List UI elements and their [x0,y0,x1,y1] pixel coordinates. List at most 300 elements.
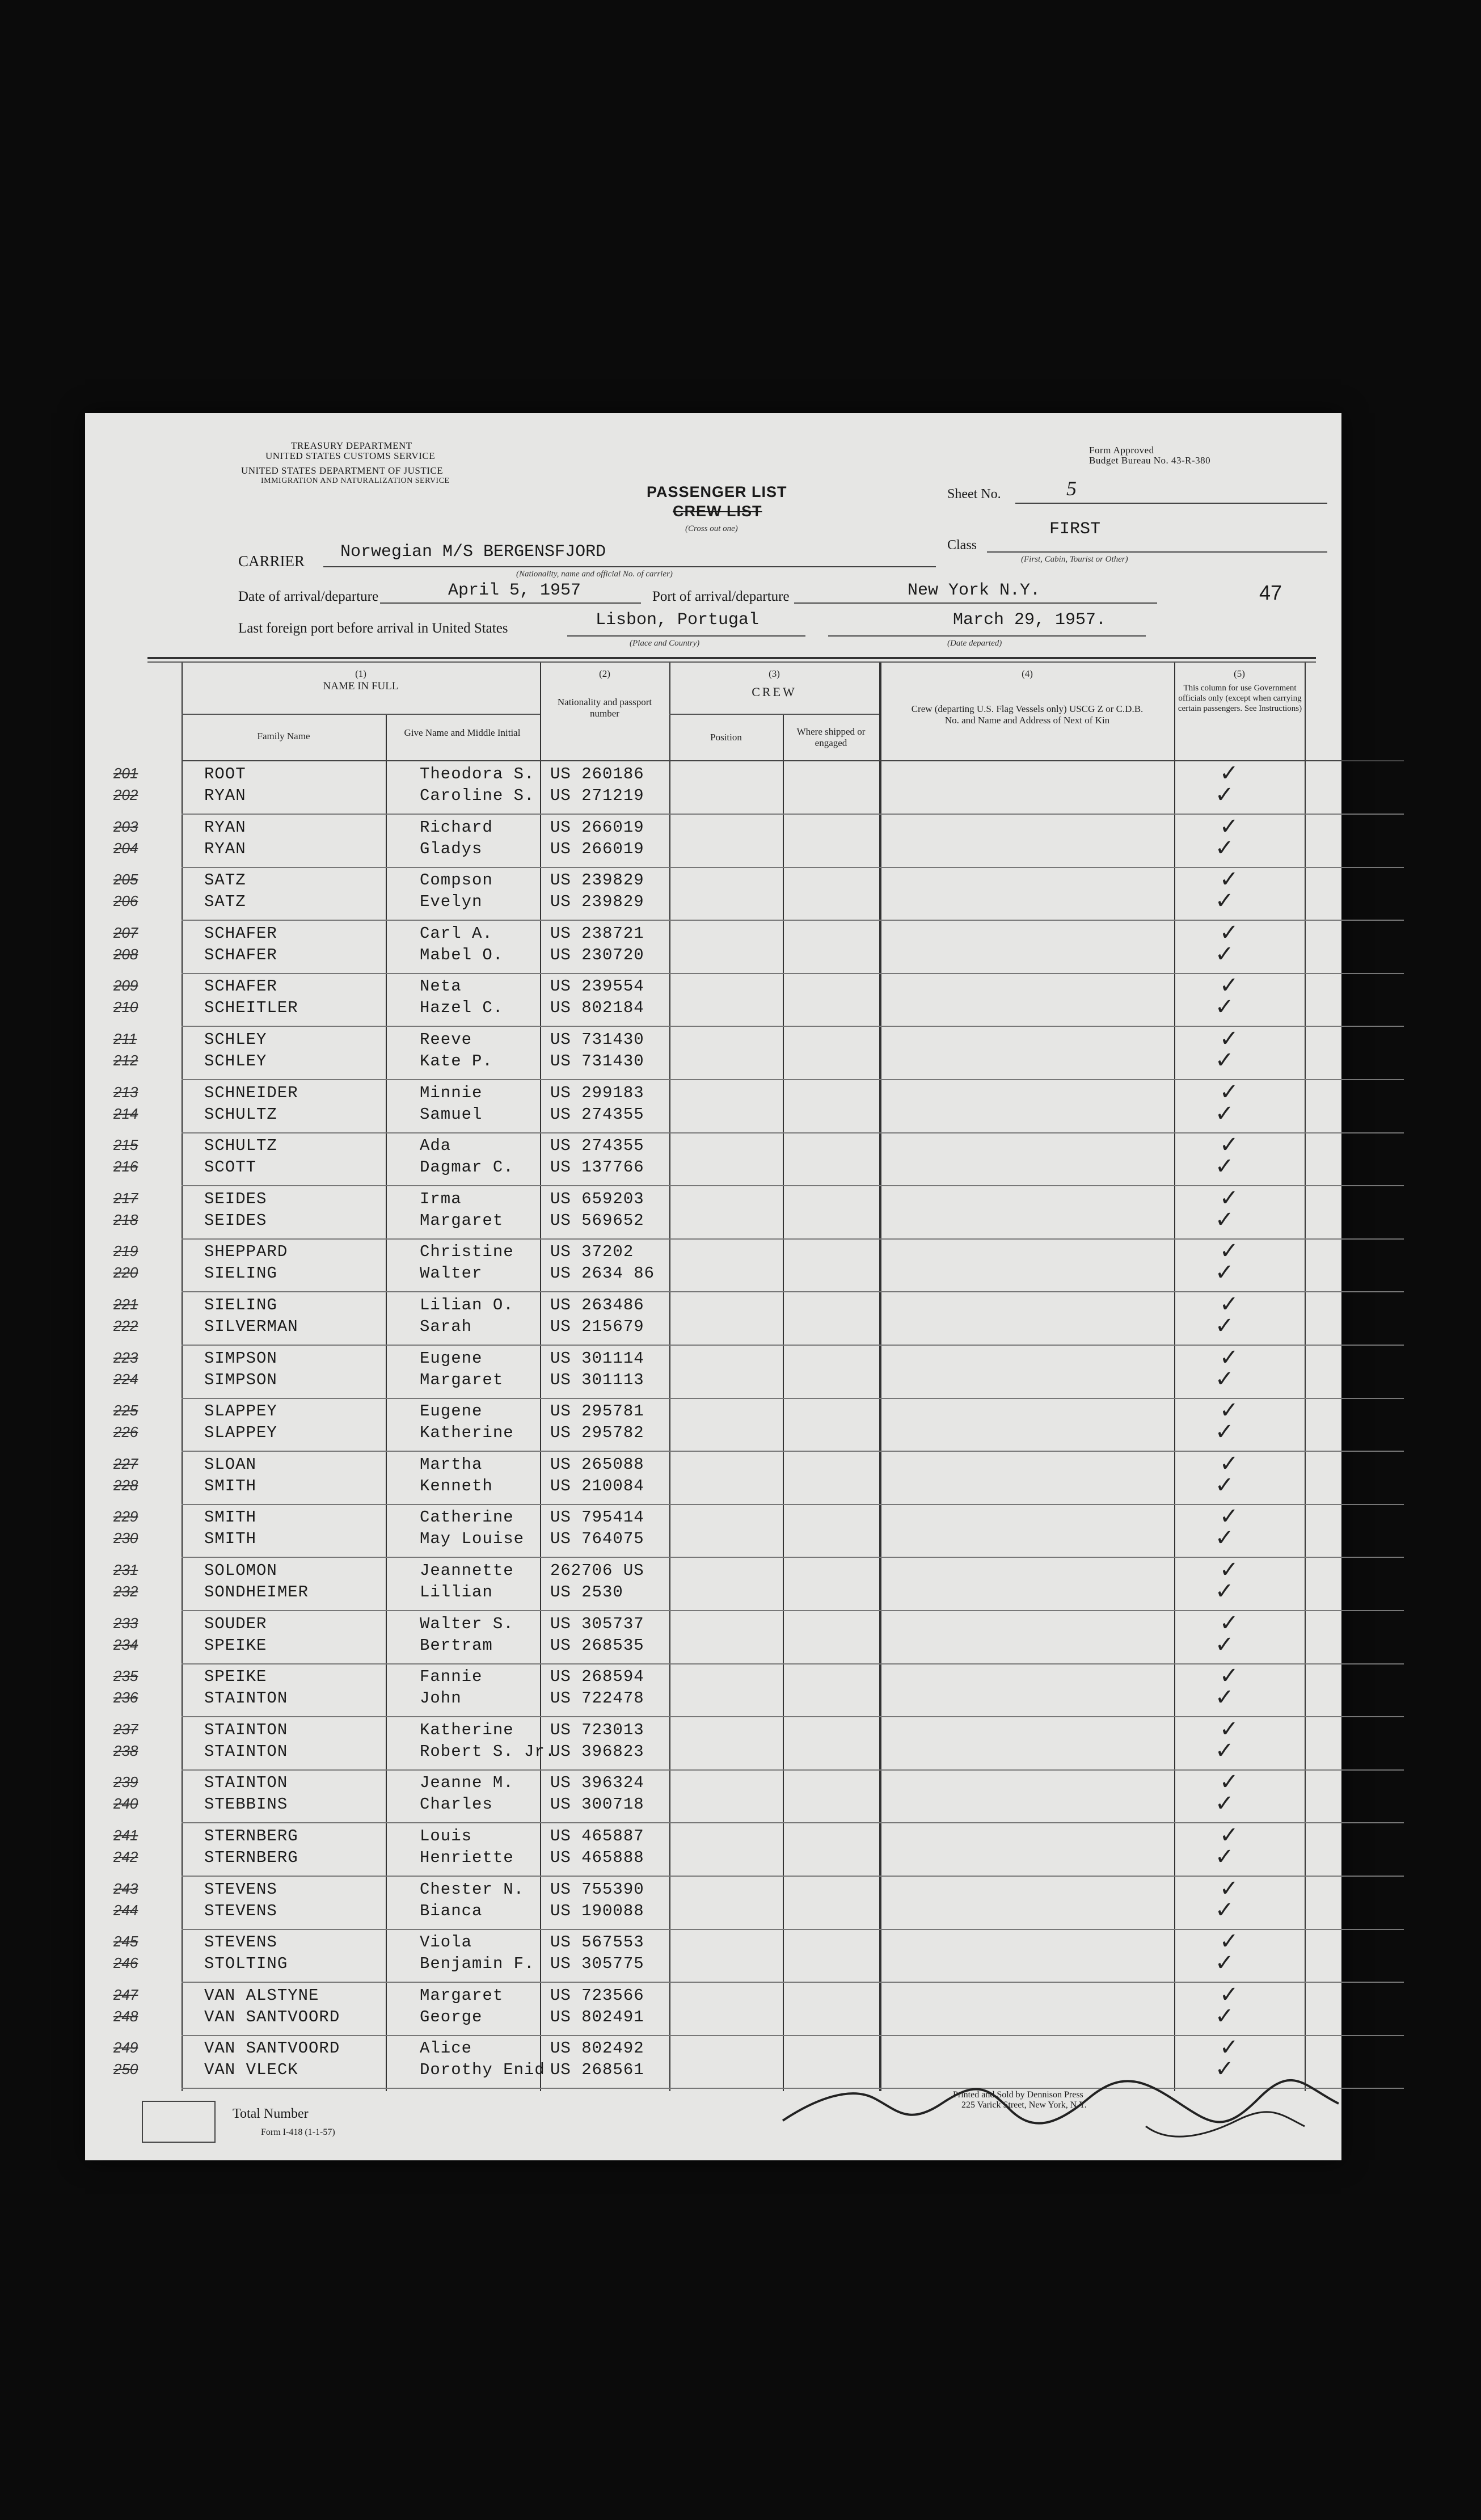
row-number: 224 [113,1370,138,1388]
agency-line-4: IMMIGRATION AND NATURALIZATION SERVICE [261,477,450,485]
family-name: STEVENS [204,1880,277,1899]
sheet-label: Sheet No. [947,487,1001,502]
check-mark-icon: ✓ [1220,1450,1239,1477]
check-mark-icon: ✓ [1220,1981,1239,2008]
check-mark-icon: ✓ [1215,1259,1234,1286]
check-mark-icon: ✓ [1220,1663,1239,1689]
col3-position-header: Position [710,732,742,743]
check-mark-icon: ✓ [1220,1928,1239,1955]
check-mark-icon: ✓ [1220,1132,1239,1158]
passport-number: US 569652 [550,1211,644,1230]
given-name: Compson [420,871,493,890]
class-hint: (First, Cabin, Tourist or Other) [1021,555,1128,564]
given-name: Christine [420,1242,514,1262]
given-name: Fannie [420,1667,483,1687]
row-number: 240 [113,1795,138,1813]
family-name: SCHAFER [204,945,277,964]
check-mark-icon: ✓ [1220,813,1239,840]
given-name: Benjamin F. [420,1954,535,1974]
col5-title: This column for use Government officials only (except when carrying certain passengers. See Instructions) [1178,684,1302,713]
row-number: 206 [113,892,138,910]
passport-number: US 190088 [550,1901,644,1920]
table-row [113,1981,1404,2036]
check-mark-icon: ✓ [1220,866,1239,893]
given-name: Reeve [420,1030,472,1049]
passport-number: US 659203 [550,1189,644,1208]
table-row [113,1026,1404,1080]
row-number: 210 [113,998,138,1016]
table-row [113,1609,1404,1664]
passport-number: US 295781 [550,1402,644,1421]
family-name: SIELING [204,1296,277,1314]
family-name: SATZ [204,892,246,912]
passport-number: US 465888 [550,1848,644,1867]
row-number: 226 [113,1423,138,1441]
family-name: STEVENS [204,1933,277,1952]
passport-number: US 300718 [550,1795,644,1814]
family-name: SCHULTZ [204,1136,277,1156]
row-number: 244 [113,1901,138,1919]
check-mark-icon: ✓ [1215,2003,1234,2029]
row-number: 208 [113,945,138,963]
given-name: Dorothy Enid [420,2060,545,2080]
row-number: 214 [113,1105,138,1122]
family-name: SCHEITLER [204,998,298,1018]
passport-number: US 301113 [550,1370,644,1389]
given-name: Katherine [420,1720,514,1739]
family-name: SEIDES [204,1189,267,1208]
table-row [113,972,1404,1027]
sheet-number: 5 [1066,477,1077,500]
row-number: 231 [113,1561,138,1578]
table-row [113,1344,1404,1399]
table-row [113,1185,1404,1240]
table-row [113,1663,1404,1717]
given-name: Hazel C. [420,998,504,1018]
given-name: Irma [420,1189,462,1208]
cross-out-hint: (Cross out one) [685,524,738,533]
row-number: 239 [113,1773,138,1791]
family-name: SMITH [204,1529,257,1549]
title-passenger-list: PASSENGER LIST [647,483,787,500]
table-row [113,1132,1404,1186]
given-name: Gladys [420,839,483,858]
family-name: SCOTT [204,1158,257,1177]
family-name: SCHULTZ [204,1105,277,1124]
manifest-page [85,413,1341,2160]
check-mark-icon: ✓ [1215,1100,1234,1127]
row-number: 218 [113,1211,138,1228]
row-number: 238 [113,1742,138,1759]
row-number: 237 [113,1720,138,1738]
table-body [113,760,1404,2091]
passport-number: US 268561 [550,2060,644,2080]
row-number: 204 [113,839,138,857]
table-row [113,813,1404,868]
family-name: SPEIKE [204,1667,267,1687]
family-name: SOLOMON [204,1561,277,1580]
carrier-hint: (Nationality, name and official No. of carrier) [516,570,673,579]
check-mark-icon: ✓ [1215,1206,1234,1233]
class-label: Class [947,538,977,553]
passport-number: US 266019 [550,817,644,837]
col2-title: Nationality and passport number [557,697,652,719]
family-name: SHEPPARD [204,1242,288,1262]
agency-line-3: UNITED STATES DEPARTMENT OF JUSTICE [241,465,444,476]
row-number: 220 [113,1264,138,1282]
family-name: VAN SANTVOORD [204,2007,340,2026]
page-number: 47 [1259,581,1282,604]
printer-line-2: 225 Varick Street, New York, N.Y. [961,2100,1087,2110]
row-number: 233 [113,1614,138,1632]
family-name: STERNBERG [204,1848,298,1867]
family-name: VAN SANTVOORD [204,2039,340,2058]
date-label: Date of arrival/departure [238,589,379,604]
passport-number: US 723566 [550,1986,644,2005]
passport-number: 262706 US [550,1561,644,1580]
family-name: SMITH [204,1476,257,1495]
row-number: 202 [113,786,138,803]
family-name: STEVENS [204,1901,277,1920]
passport-number: US 2634 86 [550,1264,655,1283]
family-name: SCHLEY [204,1030,267,1049]
family-name: RYAN [204,817,246,837]
passport-number: US 795414 [550,1508,644,1527]
family-name: SOUDER [204,1614,267,1633]
check-mark-icon: ✓ [1220,1875,1239,1902]
passport-number: US 210084 [550,1476,644,1495]
signature-scrawl [771,2064,1373,2143]
budget-bureau: Budget Bureau No. 43-R-380 [1089,455,1211,466]
passport-number: US 266019 [550,839,644,858]
row-number: 241 [113,1827,138,1844]
check-mark-icon: ✓ [1215,1366,1234,1392]
passport-number: US 301114 [550,1349,644,1368]
check-mark-icon: ✓ [1220,1344,1239,1371]
family-name: SEIDES [204,1211,267,1230]
passport-number: US 274355 [550,1136,644,1156]
given-name: Katherine [420,1423,514,1443]
family-name: STERNBERG [204,1827,298,1845]
row-number: 248 [113,2007,138,2025]
check-mark-icon: ✓ [1215,1737,1234,1764]
passenger-table [113,663,1404,2091]
given-name: Bertram [420,1636,493,1655]
check-mark-icon: ✓ [1220,1557,1239,1583]
given-name: Ada [420,1136,452,1156]
row-number: 201 [113,765,138,782]
table-row [113,1716,1404,1771]
port-value: New York N.Y. [908,581,1041,600]
family-name: SLOAN [204,1455,257,1474]
table-row [113,919,1404,974]
check-mark-icon: ✓ [1215,1684,1234,1711]
row-number: 223 [113,1349,138,1366]
check-mark-icon: ✓ [1220,1503,1239,1530]
check-mark-icon: ✓ [1220,1026,1239,1052]
passport-number: US 396823 [550,1742,644,1761]
row-number: 203 [113,817,138,835]
check-mark-icon: ✓ [1215,1844,1234,1870]
table-row [113,866,1404,921]
given-name: Samuel [420,1105,483,1124]
passport-number: US 263486 [550,1296,644,1314]
passport-number: US 215679 [550,1317,644,1336]
row-number: 207 [113,924,138,941]
table-row [113,1503,1404,1558]
given-name: Eugene [420,1402,483,1421]
passport-number: US 802184 [550,998,644,1018]
given-name: Lillian [420,1583,493,1602]
check-mark-icon: ✓ [1220,1238,1239,1265]
given-name: Theodora S. [420,765,535,783]
check-mark-icon: ✓ [1215,1313,1234,1339]
row-number: 217 [113,1189,138,1207]
col5-number: (5) [1234,668,1245,679]
row-number: 213 [113,1083,138,1101]
given-name: Kate P. [420,1052,493,1071]
given-name: Sarah [420,1317,472,1336]
col1-title: NAME IN FULL [323,680,399,692]
check-mark-icon: ✓ [1220,1185,1239,1211]
row-number: 229 [113,1508,138,1526]
check-mark-icon: ✓ [1215,1631,1234,1658]
family-name: SATZ [204,871,246,890]
row-number: 209 [113,977,138,994]
family-name: SCHLEY [204,1052,267,1071]
check-mark-icon: ✓ [1220,1291,1239,1317]
given-name: Walter S. [420,1614,514,1633]
family-name: SONDHEIMER [204,1583,309,1602]
family-name: SIMPSON [204,1370,277,1389]
family-name: STEBBINS [204,1795,288,1814]
passport-number: US 305737 [550,1614,644,1633]
given-name: Charles [420,1795,493,1814]
row-number: 242 [113,1848,138,1865]
passport-number: US 465887 [550,1827,644,1845]
check-mark-icon: ✓ [1215,1578,1234,1604]
check-mark-icon: ✓ [1215,1472,1234,1498]
passport-number: US 567553 [550,1933,644,1952]
given-name: Evelyn [420,892,483,912]
family-name: SPEIKE [204,1636,267,1655]
row-number: 250 [113,2060,138,2078]
passport-number: US 764075 [550,1529,644,1549]
printer-line-1: Printed and Sold by Dennison Press [953,2090,1083,2100]
given-name: Lilian O. [420,1296,514,1314]
family-name: RYAN [204,786,246,805]
passport-number: US 265088 [550,1455,644,1474]
passport-number: US 731430 [550,1030,644,1049]
row-number: 219 [113,1242,138,1260]
family-name: STAINTON [204,1742,288,1761]
check-mark-icon: ✓ [1215,941,1234,967]
given-name: Chester N. [420,1880,525,1899]
given-name: George [420,2007,483,2026]
given-name: Louis [420,1827,472,1845]
check-mark-icon: ✓ [1215,1419,1234,1446]
passport-number: US 802492 [550,2039,644,2058]
date-value: April 5, 1957 [448,581,581,600]
passport-number: US 268594 [550,1667,644,1687]
table-row [113,1450,1404,1505]
row-number: 235 [113,1667,138,1685]
carrier-label: CARRIER [238,553,305,570]
col4-title: Crew (departing U.S. Flag Vessels only) USCG Z or C.D.B. No. and Name and Address of Next of Kin [911,703,1144,726]
agency-line-2: UNITED STATES CUSTOMS SERVICE [265,450,436,461]
col2-number: (2) [599,668,610,679]
given-name: Dagmar C. [420,1158,514,1177]
passport-number: US 295782 [550,1423,644,1443]
check-mark-icon: ✓ [1220,1716,1239,1742]
row-number: 246 [113,1954,138,1972]
col3-number: (3) [769,668,780,679]
passport-number: US 802491 [550,2007,644,2026]
family-name: STAINTON [204,1720,288,1739]
given-name: Alice [420,2039,472,2058]
check-mark-icon: ✓ [1215,782,1234,808]
row-number: 221 [113,1296,138,1313]
check-mark-icon: ✓ [1215,1790,1234,1817]
row-number: 234 [113,1636,138,1653]
last-port-hint: (Place and Country) [630,639,700,648]
table-row [113,1769,1404,1823]
last-port-label: Last foreign port before arrival in United States [238,621,508,636]
passport-number: US 299183 [550,1083,644,1102]
check-mark-icon: ✓ [1215,888,1234,915]
row-number: 243 [113,1880,138,1897]
row-number: 227 [113,1455,138,1472]
row-number: 245 [113,1933,138,1950]
check-mark-icon: ✓ [1220,1397,1239,1424]
total-number-label: Total Number [233,2106,309,2121]
passport-number: US 239829 [550,892,644,912]
passport-number: US 305775 [550,1954,644,1974]
given-name: Carl A. [420,924,493,943]
table-row [113,1078,1404,1133]
col1-given-header: Give Name and Middle Initial [404,727,521,738]
given-name: Kenneth [420,1476,493,1495]
family-name: SIMPSON [204,1349,277,1368]
passport-number: US 239829 [550,871,644,890]
row-number: 225 [113,1402,138,1419]
given-name: Minnie [420,1083,483,1102]
check-mark-icon: ✓ [1220,1769,1239,1796]
passport-number: US 271219 [550,786,644,805]
row-number: 212 [113,1052,138,1069]
given-name: Jeannette [420,1561,514,1580]
check-mark-icon: ✓ [1220,1078,1239,1105]
passport-number: US 731430 [550,1052,644,1071]
table-row [113,1822,1404,1877]
check-mark-icon: ✓ [1220,972,1239,999]
form-number: Form I-418 (1-1-57) [261,2127,335,2137]
table-row [113,1875,1404,1930]
given-name: Catherine [420,1508,514,1527]
row-number: 205 [113,871,138,888]
check-mark-icon: ✓ [1215,994,1234,1021]
given-name: Robert S. Jr. [420,1742,556,1761]
passport-number: US 274355 [550,1105,644,1124]
check-mark-icon: ✓ [1215,1525,1234,1552]
table-row [113,1291,1404,1346]
row-number: 222 [113,1317,138,1334]
row-number: 236 [113,1689,138,1706]
table-row [113,760,1404,815]
passport-number: US 230720 [550,945,644,964]
check-mark-icon: ✓ [1220,1609,1239,1636]
given-name: Margaret [420,1211,504,1230]
col3-where-header: Where shipped or engaged [796,726,866,748]
agency-line-1: TREASURY DEPARTMENT [291,440,412,451]
form-approved: Form Approved [1089,445,1154,456]
family-name: STAINTON [204,1689,288,1708]
departed-value: March 29, 1957. [953,610,1107,630]
given-name: Margaret [420,1986,504,2005]
row-number: 232 [113,1583,138,1600]
given-name: Caroline S. [420,786,535,805]
given-name: Henriette [420,1848,514,1867]
given-name: Neta [420,977,462,996]
passport-number: US 137766 [550,1158,644,1177]
family-name: SMITH [204,1508,257,1527]
given-name: Margaret [420,1370,504,1389]
passport-number: US 268535 [550,1636,644,1655]
given-name: Walter [420,1264,483,1283]
family-name: VAN VLECK [204,2060,298,2080]
passport-number: US 260186 [550,765,644,783]
given-name: Viola [420,1933,472,1952]
family-name: SLAPPEY [204,1423,277,1443]
col1-number: (1) [355,668,366,679]
port-label: Port of arrival/departure [652,589,790,604]
carrier-value: Norwegian M/S BERGENSFJORD [340,542,606,562]
given-name: Eugene [420,1349,483,1368]
family-name: SCHNEIDER [204,1083,298,1102]
table-row [113,1397,1404,1452]
col4-number: (4) [1022,668,1033,679]
last-port-value: Lisbon, Portugal [596,610,760,630]
given-name: Jeanne M. [420,1773,514,1793]
passport-number: US 722478 [550,1689,644,1708]
given-name: John [420,1689,462,1708]
total-number-box [142,2101,216,2143]
passport-number: US 238721 [550,924,644,943]
check-mark-icon: ✓ [1215,2056,1234,2083]
family-name: SCHAFER [204,924,277,943]
check-mark-icon: ✓ [1215,1897,1234,1923]
row-number: 215 [113,1136,138,1154]
table-row [113,1928,1404,1983]
family-name: SLAPPEY [204,1402,277,1421]
check-mark-icon: ✓ [1220,919,1239,946]
family-name: ROOT [204,765,246,783]
passport-number: US 755390 [550,1880,644,1899]
check-mark-icon: ✓ [1220,760,1239,786]
family-name: STOLTING [204,1954,288,1974]
passport-number: US 2530 [550,1583,623,1602]
row-number: 211 [113,1030,137,1047]
family-name: SIELING [204,1264,277,1283]
check-mark-icon: ✓ [1215,1950,1234,1977]
class-value: FIRST [1049,520,1101,539]
row-number: 249 [113,2039,138,2057]
check-mark-icon: ✓ [1220,2034,1239,2061]
row-number: 216 [113,1158,138,1175]
check-mark-icon: ✓ [1215,1153,1234,1180]
check-mark-icon: ✓ [1215,1047,1234,1073]
given-name: Bianca [420,1901,483,1920]
